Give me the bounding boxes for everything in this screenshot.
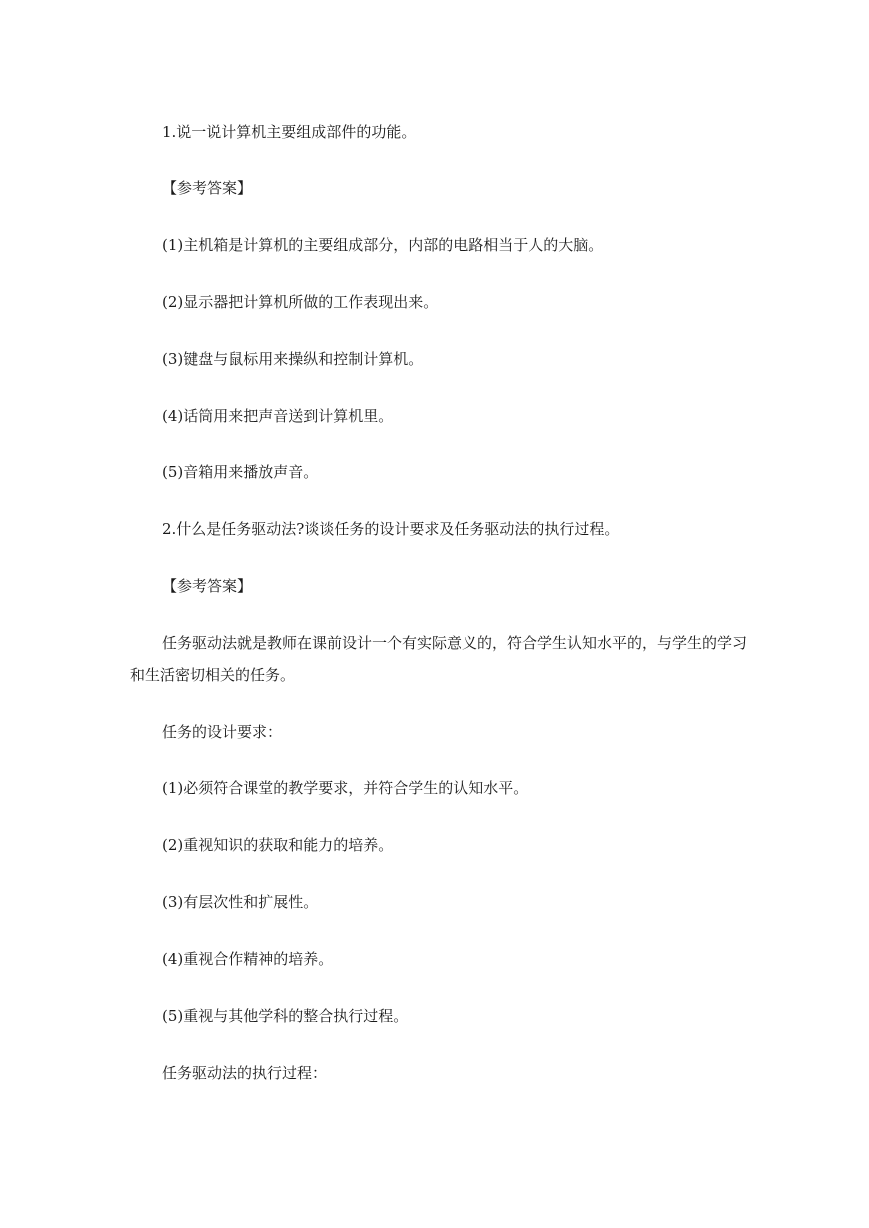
design-item-3: (3)有层次性和扩展性。 bbox=[162, 893, 319, 911]
q1-item-2: (2)显示器把计算机所做的工作表现出来。 bbox=[162, 293, 439, 311]
question-1: 1.说一说计算机主要组成部件的功能。 bbox=[162, 123, 417, 141]
q1-item-1: (1)主机箱是计算机的主要组成部分，内部的电路相当于人的大脑。 bbox=[162, 236, 604, 254]
design-item-5: (5)重视与其他学科的整合执行过程。 bbox=[162, 1007, 409, 1025]
question-2: 2.什么是任务驱动法?谈谈任务的设计要求及任务驱动法的执行过程。 bbox=[162, 520, 620, 538]
q1-item-4: (4)话筒用来把声音送到计算机里。 bbox=[162, 407, 394, 425]
design-item-2: (2)重视知识的获取和能力的培养。 bbox=[162, 836, 394, 854]
answer-label-1: 【参考答案】 bbox=[162, 179, 253, 197]
q1-item-3: (3)键盘与鼠标用来操纵和控制计算机。 bbox=[162, 350, 424, 368]
definition-paragraph: 任务驱动法就是教师在课前设计一个有实际意义的，符合学生认知水平的，与学生的学习和生活密切相关的任务。 bbox=[130, 634, 748, 684]
answer-label-2: 【参考答案】 bbox=[162, 577, 253, 595]
design-item-1: (1)必须符合课堂的教学要求，并符合学生的认知水平。 bbox=[162, 779, 529, 797]
process-title: 任务驱动法的执行过程： bbox=[162, 1064, 328, 1082]
q1-item-5: (5)音箱用来播放声音。 bbox=[162, 463, 319, 481]
design-requirements-title: 任务的设计要求： bbox=[162, 723, 283, 741]
design-item-4: (4)重视合作精神的培养。 bbox=[162, 950, 334, 968]
